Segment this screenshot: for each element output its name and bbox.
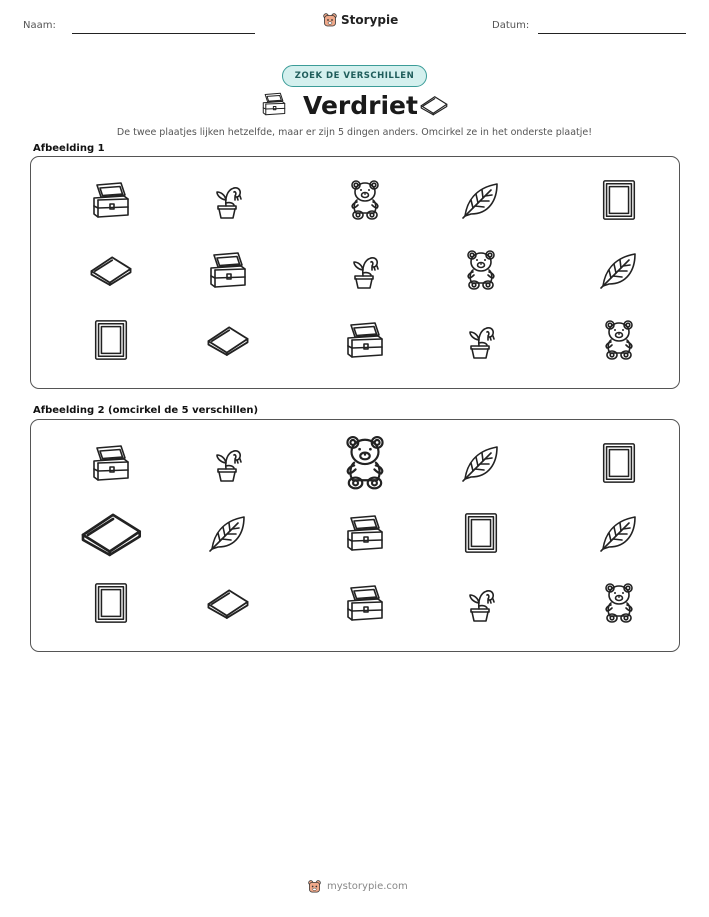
brand-name: Storypie	[341, 13, 399, 27]
picture-frame-icon	[584, 169, 654, 231]
wilted-flower-pot-icon	[446, 309, 516, 371]
bear-logo-icon	[308, 880, 321, 893]
picture-frame-icon[interactable]	[446, 502, 516, 564]
treasure-chest-icon[interactable]	[330, 502, 400, 564]
picture-frame-icon	[76, 309, 146, 371]
picture-frame-icon[interactable]	[584, 432, 654, 494]
page-title: Verdriet	[303, 91, 418, 120]
folded-blanket-icon	[419, 95, 449, 115]
leaf-icon	[446, 169, 516, 231]
footer	[308, 880, 408, 893]
wilted-flower-pot-icon[interactable]	[446, 572, 516, 634]
teddy-bear-icon[interactable]	[584, 572, 654, 634]
folded-blanket-icon	[193, 309, 263, 371]
name-line[interactable]	[72, 33, 255, 34]
picture1-panel	[30, 156, 680, 389]
leaf-icon[interactable]	[446, 432, 516, 494]
folded-blanket-icon[interactable]	[193, 572, 263, 634]
leaf-icon[interactable]	[584, 502, 654, 564]
wilted-flower-pot-icon	[330, 239, 400, 301]
folded-blanket-icon	[76, 239, 146, 301]
treasure-chest-icon	[193, 239, 263, 301]
brand	[323, 13, 398, 27]
picture-frame-icon[interactable]	[76, 572, 146, 634]
folded-blanket-icon[interactable]	[60, 488, 162, 578]
teddy-bear-icon[interactable]	[318, 421, 413, 505]
name-label: Naam:	[23, 20, 56, 31]
wilted-flower-pot-icon[interactable]	[193, 432, 263, 494]
bear-logo-icon	[323, 13, 337, 27]
teddy-bear-icon	[446, 239, 516, 301]
teddy-bear-icon	[330, 169, 400, 231]
picture1-label: Afbeelding 1	[33, 143, 105, 154]
treasure-chest-icon[interactable]	[330, 572, 400, 634]
date-label: Datum:	[492, 20, 530, 31]
treasure-chest-icon	[330, 309, 400, 371]
activity-badge: ZOEK DE VERSCHILLEN	[282, 65, 427, 87]
treasure-chest-icon[interactable]	[76, 432, 146, 494]
footer-url: mystorypie.com	[327, 881, 408, 892]
teddy-bear-icon	[584, 309, 654, 371]
picture2-label: Afbeelding 2 (omcirkel de 5 verschillen)	[33, 405, 259, 416]
picture2-panel[interactable]	[30, 419, 680, 652]
treasure-chest-icon	[261, 92, 287, 116]
instructions: De twee plaatjes lijken hetzelfde, maar er zijn 5 dingen anders. Omcirkel ze in het onderste plaatje!	[116, 127, 593, 138]
leaf-icon[interactable]	[193, 502, 263, 564]
wilted-flower-pot-icon	[193, 169, 263, 231]
treasure-chest-icon	[76, 169, 146, 231]
leaf-icon	[584, 239, 654, 301]
date-line[interactable]	[538, 33, 686, 34]
